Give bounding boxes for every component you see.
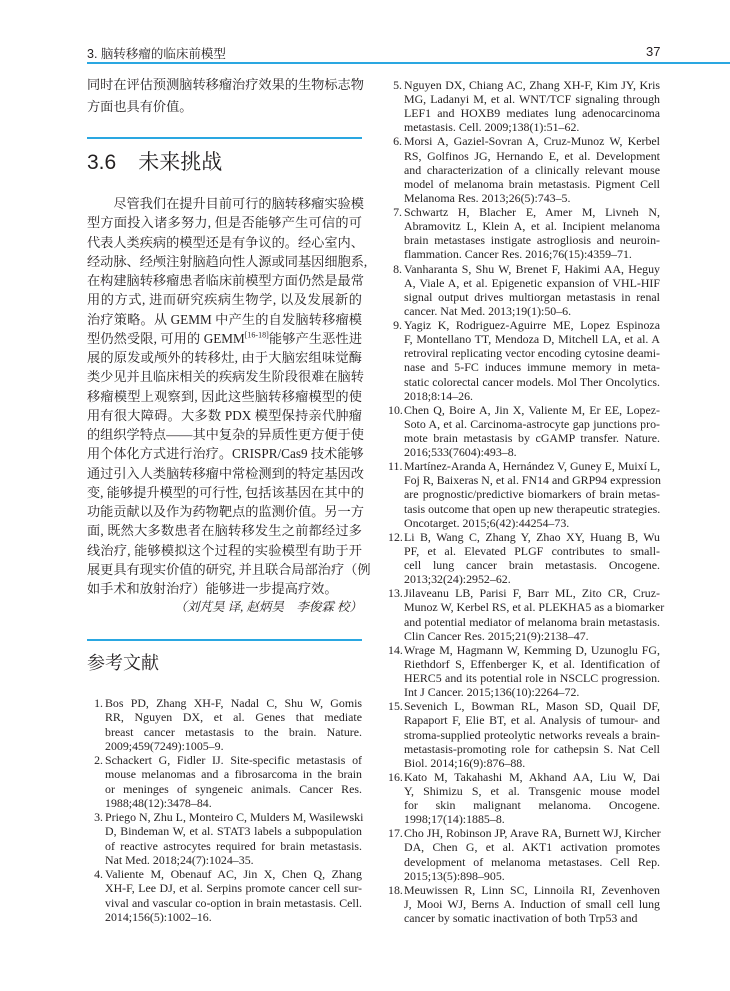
- reference-line: HERC5 and its potential role in NSCLC progression.: [404, 671, 660, 686]
- reference-number: 17.: [388, 826, 403, 841]
- reference-line: metastasis. Cell. 2009;138(1):51–62.: [404, 120, 580, 135]
- reference-line: Nguyen DX, Chiang AC, Zhang XH-F, Kim JY, Kris: [404, 78, 660, 92]
- reference-line: cancer. Nat Med. 2013;19(1):50–6.: [404, 303, 572, 318]
- section-number: 3.6: [87, 151, 117, 174]
- reference-number: 18.: [388, 882, 403, 897]
- section-title: 未来挑战: [138, 151, 223, 174]
- paragraph-line: 用有很大障碍。大多数 PDX 模型保持亲代肿瘤: [87, 407, 362, 423]
- reference-line: D, Bindeman W, et al. STAT3 labels a subpopulation: [105, 824, 362, 839]
- reference-number: 10.: [388, 402, 403, 417]
- page-number: 37: [646, 44, 661, 59]
- reference-number: 7.: [393, 205, 402, 220]
- reference-line: A, Viale A, et al. Epigenetic expansion of VHL-HIF: [404, 275, 660, 290]
- reference-line: metastasis-promoting role for cathepsin S. Nat Cell: [404, 741, 660, 756]
- reference-line: vival and vascular co-option in brain metastasis. Cell.: [105, 895, 362, 910]
- reference-line: Foj R, Baixeras N, et al. FN14 and GRP94 expression: [404, 473, 661, 488]
- reference-line: are prognostic/predictive biomarkers of brain metas-: [404, 487, 660, 502]
- reference-line: static colorectal cancer models. Mol Ther Oncolytics.: [404, 374, 660, 389]
- reference-line: Riethdorf S, Effenberger K, et al. Identification of: [404, 656, 660, 671]
- reference-line: cancer by somatic inactivation of both Trp53 and: [404, 911, 638, 926]
- reference-line: Priego N, Zhu L, Monteiro C, Mulders M, Wasilewski: [105, 810, 364, 824]
- reference-line: Int J Cancer. 2015;136(10):2264–72.: [404, 685, 580, 700]
- reference-line: Nat Med. 2018;24(7):1024–35.: [105, 852, 254, 867]
- reference-line: Biol. 2014;16(9):876–88.: [404, 755, 526, 770]
- paragraph-line: 在构建脑转移瘤患者临床前模型方面仍然是最常: [87, 273, 364, 288]
- reference-line: PF, et al. Elevated PLGF contributes to small-: [404, 543, 660, 558]
- section-rule: [87, 137, 362, 139]
- reference-line: brain metastases instigate astrogliosis and neuroin-: [404, 233, 660, 248]
- intro-line: 方面也具有价值。: [87, 99, 193, 114]
- paragraph-line: 线治疗, 能够模拟这个过程的实验模型有助于开: [87, 542, 362, 558]
- reference-line: Chen Q, Boire A, Jin X, Valiente M, Er EE, Lopez-: [404, 402, 660, 417]
- reference-number: 9.: [393, 318, 402, 333]
- reference-number: 11.: [388, 459, 403, 474]
- reference-line: 2014;156(5):1002–16.: [105, 909, 212, 924]
- reference-number: 12.: [388, 529, 403, 544]
- reference-line: cell lung cancer brain metastasis. Oncogene.: [404, 558, 660, 573]
- reference-line: of reactive astrocytes required for brain metastasis.: [105, 838, 362, 853]
- reference-line: Jilaveanu LB, Parisi F, Barr ML, Zito CR, Cruz-: [404, 586, 660, 601]
- paragraph-line: 的组织学特点——其中复杂的异质性更方便于使: [87, 427, 364, 442]
- reference-line: Li B, Wang C, Zhang Y, Zhao XY, Huang B, Wu: [404, 529, 660, 544]
- paragraph-line: 代表人类疾病的模型还是有争议的。经心室内、: [87, 234, 364, 250]
- translator-attribution: （刘芃昊 译, 赵炳昊 李俊霖 校）: [174, 600, 362, 614]
- reference-line: DA, Chen G, et al. AKT1 activation promotes: [404, 840, 660, 855]
- reference-number: 13.: [388, 586, 403, 601]
- reference-line: J, Mooi WJ, Berns A. Induction of small cell lung: [404, 896, 660, 911]
- reference-line: 2013;32(24):2952–62.: [404, 572, 511, 587]
- reference-line: Morsi A, Gaziel-Sovran A, Cruz-Munoz W, Kerbel: [404, 134, 660, 149]
- reference-line: flammation. Cancer Res. 2016;76(15):4359–71.: [404, 247, 632, 262]
- paragraph-line: 治疗策略。从 GEMM 中产生的自发脑转移瘤模: [87, 311, 362, 327]
- reference-line: Soto A, et al. Carcinoma-astrocyte gap junctions pro-: [404, 416, 660, 431]
- reference-line: retroviral replicating vector encoding cytosine deami-: [404, 346, 660, 361]
- reference-line: Kato M, Takahashi M, Akhand AA, Liu W, Dai: [404, 769, 660, 784]
- reference-line: Martínez-Aranda A, Hernández V, Guney E, Muixí L,: [404, 459, 661, 474]
- reference-line: and potential mediator of melanoma brain metastasis.: [404, 614, 660, 629]
- reference-line: 2015;13(5):898–905.: [404, 868, 505, 883]
- reference-line: Valiente M, Obenauf AC, Jin X, Chen Q, Zhang: [105, 867, 362, 881]
- intro-line: 同时在评估预测脑转移瘤治疗效果的生物标志物: [87, 77, 364, 92]
- paragraph-line: 功能贡献以及作为药物靶点的监测价值。另一方: [87, 504, 364, 519]
- text-segment: 型仍然受限, 可用的 GEMM: [87, 330, 245, 346]
- reference-number: 15.: [388, 699, 403, 714]
- reference-line: RR, Nguyen DX, et al. Genes that mediate: [105, 710, 362, 725]
- paragraph-line: 展更具有现实价值的研究, 并且联合局部治疗（例: [87, 561, 371, 577]
- reference-line: LEF1 and HOXB9 mediates lung adenocarcinoma: [404, 106, 660, 121]
- reference-line: F, Montellano TT, Mendoza D, Mitchell LA, et al. A: [404, 332, 660, 347]
- reference-line: tasis outcome that open up new therapeutic strategies.: [404, 501, 661, 516]
- reference-number: 2.: [94, 753, 103, 767]
- reference-line: 2016;533(7604):493–8.: [404, 445, 517, 460]
- reference-line: model of melanoma brain metastasis. Pigment Cell: [404, 176, 660, 191]
- reference-line: breast cancer metastasis to the brain. Nature.: [105, 724, 362, 739]
- reference-line: development of melanoma metastases. Cell Rep.: [404, 854, 660, 869]
- reference-line: Bos PD, Zhang XH-F, Nadal C, Shu W, Gomis: [105, 696, 362, 710]
- reference-line: signal output drives multiorgan metastasis in renal: [404, 289, 660, 304]
- paragraph-line: 用的方式, 进而研究疾病生物学, 以及发展新的: [87, 292, 362, 308]
- reference-line: Cho JH, Robinson JP, Arave RA, Burnett WJ, Kircher: [404, 826, 661, 841]
- paragraph-line: 通过引入人类脑转移瘤中常检测到的特定基因改: [87, 465, 364, 481]
- running-header-chapter: 3. 脑转移瘤的临床前模型: [87, 47, 226, 61]
- reference-number: 1.: [94, 696, 103, 710]
- reference-number: 8.: [393, 261, 402, 276]
- reference-line: stroma-supplied proteolytic networks reveals a brain-: [404, 727, 660, 742]
- reference-line: MG, Ladanyi M, et al. WNT/TCF signaling through: [404, 92, 660, 107]
- paragraph-line: 尽管我们在提升目前可行的脑转移瘤实验模: [87, 196, 364, 211]
- reference-line: nase and 5-FC induces immune memory in meta-: [404, 360, 660, 375]
- reference-line: Abramovitz L, Klein A, et al. Incipient melanoma: [404, 219, 660, 234]
- reference-line: Melanoma Res. 2013;26(5):743–5.: [404, 190, 571, 205]
- header-rule: [87, 62, 730, 64]
- reference-line: mouse melanomas and a fibrosarcoma in the brain: [105, 767, 362, 782]
- reference-line: Vanharanta S, Shu W, Brenet F, Hakimi AA, Heguy: [404, 261, 660, 276]
- paragraph-line: 如手术和放射治疗）能够进一步提高疗效。: [87, 581, 338, 596]
- reference-number: 14.: [388, 642, 403, 657]
- reference-line: Schwartz H, Blacher E, Amer M, Livneh N,: [404, 205, 660, 220]
- reference-line: Clin Cancer Res. 2015;21(9):2138–47.: [404, 628, 589, 643]
- reference-number: 4.: [94, 867, 103, 881]
- reference-line: Yagiz K, Rodriguez-Aguirre ME, Lopez Espinoza: [404, 318, 660, 333]
- citation-superscript: [16-18]: [244, 330, 269, 340]
- reference-line: 2009;459(7249):1005–9.: [105, 738, 224, 753]
- reference-number: 5.: [393, 78, 402, 92]
- paragraph-line: 类少见并且临床相关的疾病发生阶段很难在脑转: [87, 369, 364, 385]
- reference-line: Y, Shimizu S, et al. Transgenic mouse model: [404, 784, 660, 798]
- reference-line: or meninges of syngeneic animals. Cancer Res.: [105, 781, 362, 796]
- reference-number: 3.: [94, 810, 103, 824]
- paragraph-line: 面, 既然大多数患者在脑转移发生之前都经过多: [87, 523, 362, 539]
- paragraph-line: 移瘤模型上观察到, 因此这些脑转移瘤模型的使: [87, 388, 362, 404]
- section-heading: [87, 146, 222, 176]
- references-rule: [87, 639, 362, 641]
- reference-line: 2018;8:14–26.: [404, 388, 474, 403]
- reference-number: 6.: [393, 134, 402, 149]
- reference-line: Oncotarget. 2015;6(42):44254–73.: [404, 515, 570, 530]
- reference-line: mote brain metastasis by cGAMP transfer. Nature.: [404, 431, 660, 445]
- paragraph-line: 用个体化方式进行治疗。CRISPR/Cas9 技术能够: [87, 446, 364, 462]
- reference-line: 1988;48(12):3478–84.: [105, 795, 212, 810]
- reference-line: Munoz W, Kerbel RS, et al. PLEKHA5 as a biomarker: [404, 600, 665, 615]
- paragraph-line: 变, 能够提升模型的可行性, 包括该基因在其中的: [87, 484, 364, 500]
- paragraph-line: 展的原发或颅外的转移灶, 由于大脑宏组味觉酶: [87, 350, 362, 365]
- reference-line: Schackert G, Fidler IJ. Site-specific metastasis of: [105, 753, 362, 767]
- paragraph-line: [87, 329, 362, 348]
- reference-line: Meuwissen R, Linn SC, Linnoila RI, Zevenhoven: [404, 882, 660, 897]
- reference-line: for skin malignant melanoma. Oncogene.: [404, 798, 660, 813]
- paragraph-line: 型方面投入诸多努力, 但是否能够产生可信的可: [87, 215, 362, 231]
- text-segment: 能够产生恶性进: [268, 330, 363, 346]
- reference-line: Rapaport F, Elie BT, et al. Analysis of tumour- and: [404, 713, 660, 728]
- reference-line: Wrage M, Hagmann W, Kemming D, Uzunoglu FG,: [404, 642, 660, 657]
- paragraph-line: 经动脉、经颅注射脑趋向性人源或同基因细胞系,: [87, 253, 368, 269]
- reference-number: 16.: [388, 769, 403, 784]
- reference-line: RS, Golfinos JG, Hernando E, et al. Development: [404, 148, 660, 163]
- reference-line: and characterization of a clinically relevant mouse: [404, 162, 660, 177]
- reference-line: Sevenich L, Bowman RL, Mason SD, Quail DF,: [404, 699, 660, 714]
- references-heading: 参考文献: [87, 653, 159, 673]
- reference-line: 1998;17(14):1885–8.: [404, 812, 505, 827]
- reference-line: XH-F, Lee DJ, et al. Serpins promote cancer cell sur-: [105, 881, 362, 896]
